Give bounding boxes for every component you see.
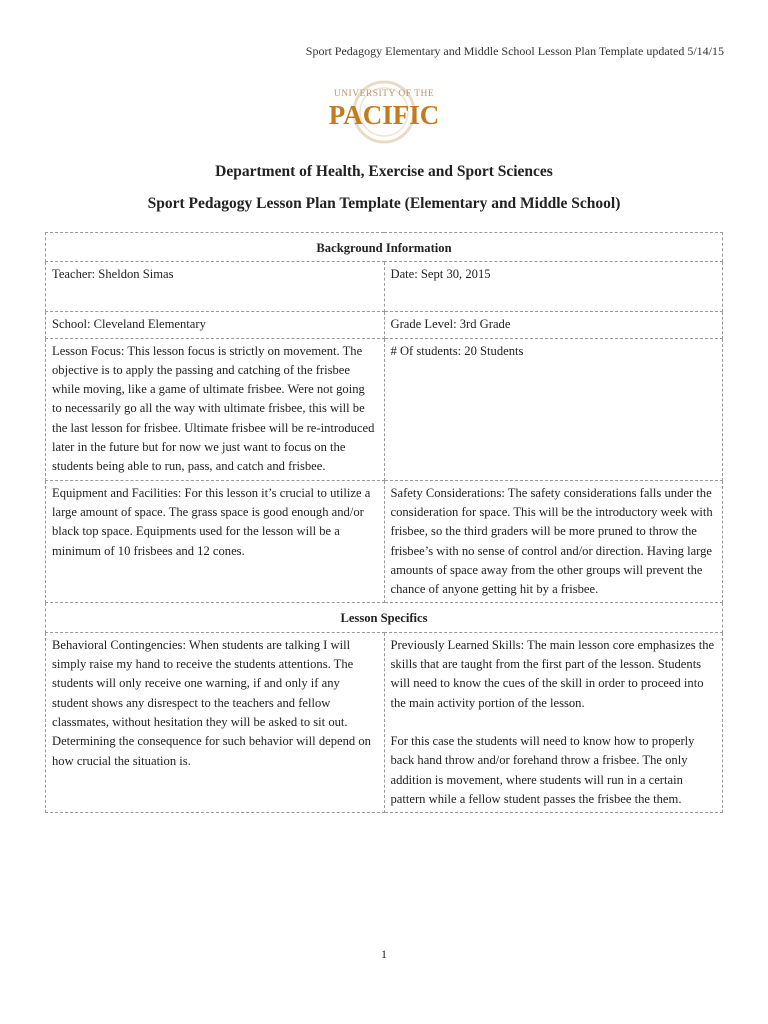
- previous-skills-cell: [384, 632, 723, 812]
- behavior-skills-row: [46, 632, 723, 812]
- logo-main-text: PACIFIC: [328, 100, 440, 130]
- previous-skills-paragraph-1: Previously Learned Skills: The main lesson core emphasizes the skills that are taught from the first part of the lesson. Students will need to know the cues of the skill in order to proceed into the main activity portion of the lesson.: [390, 637, 715, 710]
- running-header: Sport Pedagogy Elementary and Middle School Lesson Plan Template updated 5/14/15: [305, 44, 724, 58]
- logo-top-text: UNIVERSITY OF THE: [333, 89, 435, 99]
- num-students-cell: # Of students: 20 Students: [384, 338, 723, 480]
- teacher-date-row: [46, 262, 723, 312]
- lesson-focus-cell: Lesson Focus: This lesson focus is strictly on movement. The objective is to apply the passing and catching of the frisbee while moving, like a game of ultimate frisbee. Were not going to necessarily go all the way with ultimate frisbee, this will be the last lesson for frisbee. Ultimate frisbee will be re-introduced later in the future but for now we just want to focus on the students being able to run, pass, and catch and frisbee.: [46, 338, 385, 480]
- behavioral-cell: Behavioral Contingencies: When students are talking I will simply raise my hand to receive the students attentions. The students will only receive one warning, if and only if any student shows any disrespect to the teachers and fellow classmates, without hesitation they will be asked to sit out. Determining the consequence for such behavior will depend on how crucial the situation is.: [46, 632, 385, 812]
- equipment-safety-row: [46, 480, 723, 603]
- department-title: Department of Health, Exercise and Sport Sciences: [215, 163, 553, 180]
- school-grade-row: [46, 312, 723, 338]
- grade-cell: Grade Level: 3rd Grade: [384, 312, 723, 338]
- previous-skills-paragraph-2: For this case the students will need to know how to properly back hand throw and/or forehand throw a frisbee. The only addition is movement, where students will run in a certain pattern while a fellow student passes the frisbee the them.: [390, 733, 695, 806]
- background-heading-row: [46, 233, 723, 262]
- page-number: 1: [381, 947, 387, 961]
- focus-students-row: [46, 338, 723, 480]
- specifics-heading: Lesson Specifics: [46, 603, 723, 632]
- lesson-plan-table: [45, 232, 723, 813]
- school-cell: School: Cleveland Elementary: [46, 312, 385, 338]
- teacher-cell: Teacher: Sheldon Simas: [46, 262, 385, 312]
- specifics-heading-row: [46, 603, 723, 632]
- document-title: Sport Pedagogy Lesson Plan Template (Elementary and Middle School): [147, 195, 621, 212]
- safety-cell: Safety Considerations: The safety considerations falls under the consideration for space. This will be the introductory week with frisbee, so the third graders will be more pruned to throw the frisbee’s with no sense of control and/or direction. Having large amounts of space away from the other groups will prevent the chance of anyone getting hit by a frisbee.: [384, 480, 723, 603]
- background-heading: Background Information: [46, 233, 723, 262]
- equipment-cell: Equipment and Facilities: For this lesson it’s crucial to utilize a large amount of space. The grass space is good enough and/or black top space. Equipments used for the lesson will be a minimum of 10 frisbees and 12 cones.: [46, 480, 385, 603]
- date-cell: Date: Sept 30, 2015: [384, 262, 723, 312]
- university-logo: [328, 78, 440, 144]
